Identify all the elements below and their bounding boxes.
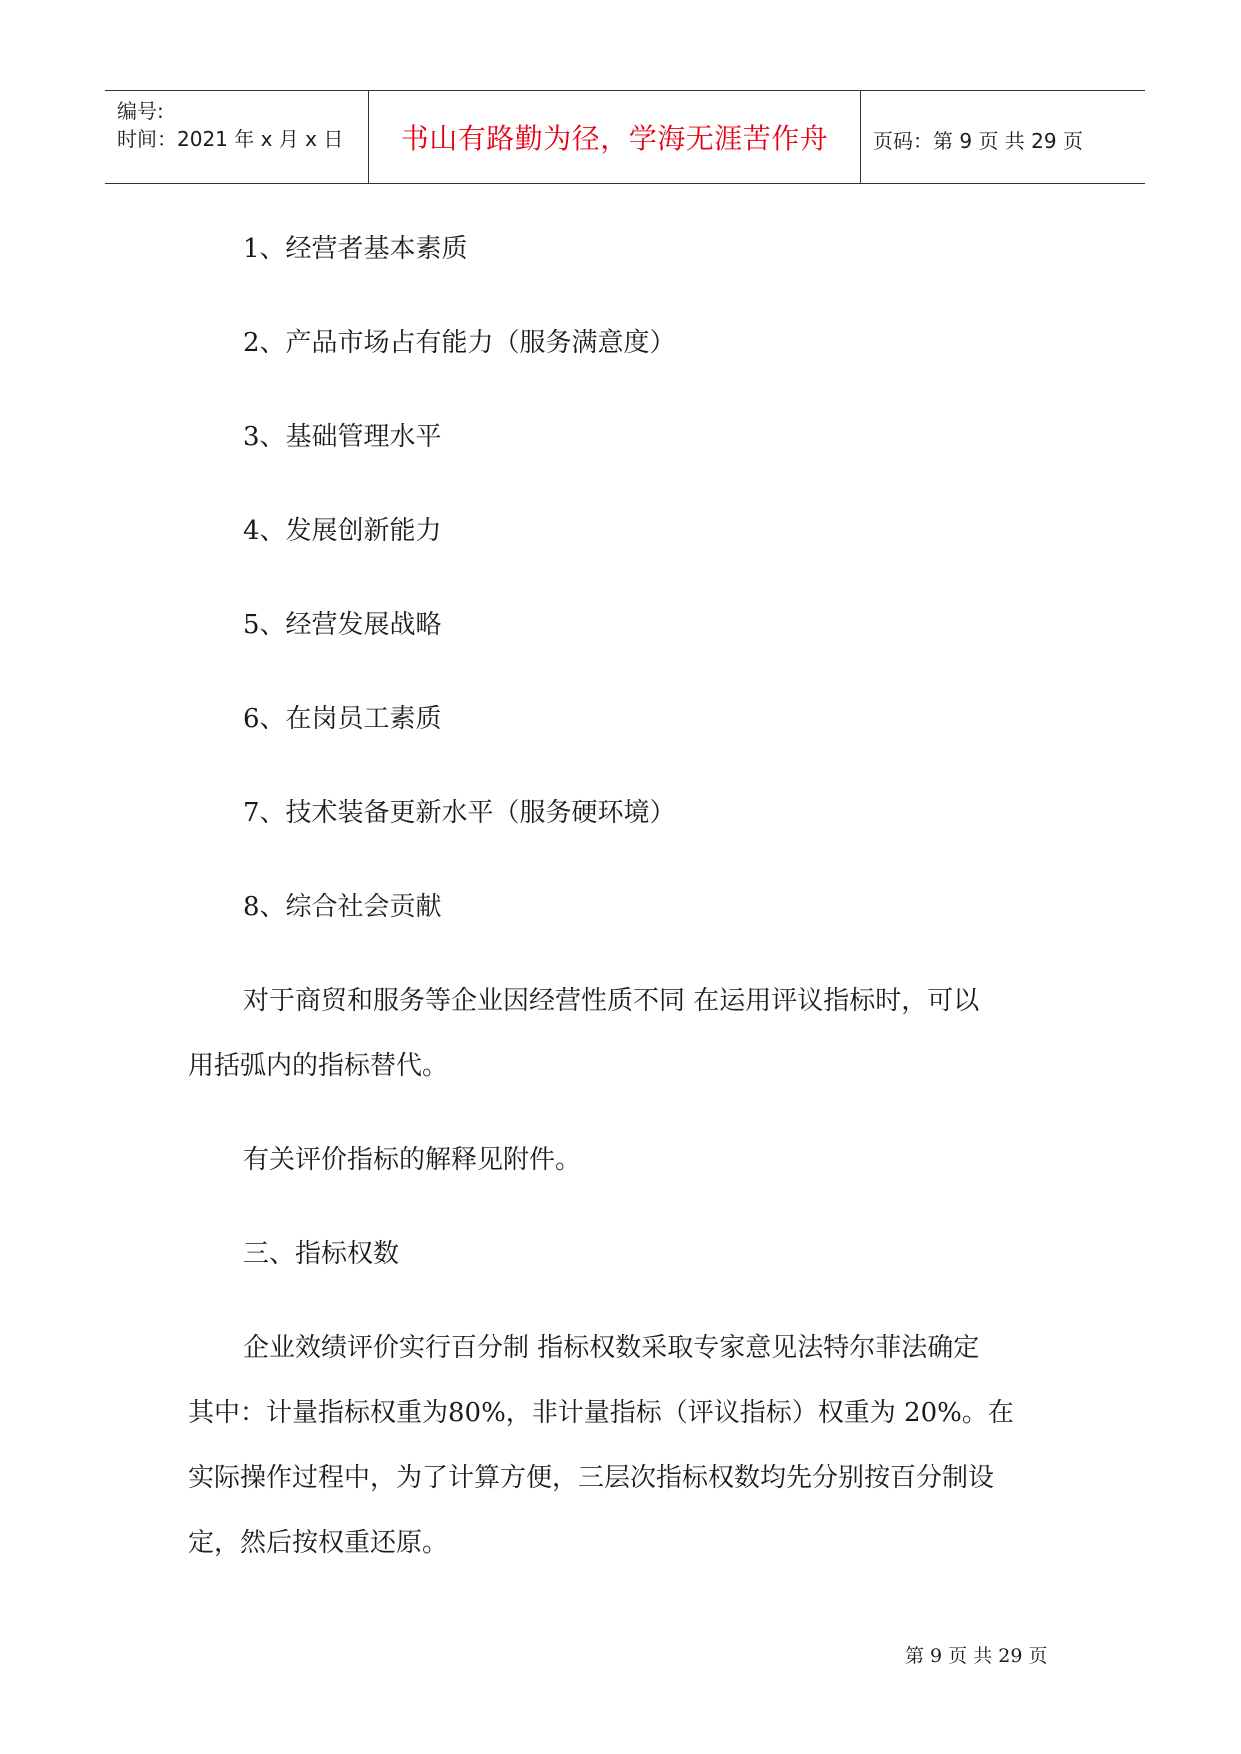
footer-page-number: 第 9 页 共 29 页 [905, 1645, 1048, 1667]
paragraph-line: 实际操作过程中，为了计算方便，三层次指标权数均先分别按百分制设 [188, 1463, 995, 1493]
list-item: 3、基础管理水平 [243, 422, 442, 452]
time-label: 时间：2021 年 x 月 x 日 [117, 127, 344, 151]
paragraph-line: 企业效绩评价实行百分制 指标权数采取专家意见法特尔菲法确定 [243, 1333, 980, 1363]
section-heading: 三、指标权数 [243, 1239, 400, 1269]
paragraph-line: 其中：计量指标权重为80%，非计量指标（评议指标）权重为 20%。在 [188, 1398, 1014, 1428]
list-item: 2、产品市场占有能力（服务满意度） [243, 328, 676, 358]
header-page-number: 页码：第 9 页 共 29 页 [873, 129, 1083, 153]
header-motto-cell [369, 91, 861, 183]
page-header [105, 90, 1145, 184]
list-item: 6、在岗员工素质 [243, 704, 442, 734]
list-item: 7、技术装备更新水平（服务硬环境） [243, 798, 676, 828]
serial-label: 编号: [117, 99, 164, 123]
paragraph-line: 有关评价指标的解释见附件。 [243, 1145, 582, 1175]
list-item: 1、经营者基本素质 [243, 234, 468, 264]
list-item: 8、综合社会贡献 [243, 892, 442, 922]
paragraph-line: 定，然后按权重还原。 [188, 1528, 449, 1558]
paragraph-line: 对于商贸和服务等企业因经营性质不同 在运用评议指标时，可以 [243, 986, 980, 1016]
header-page-cell [861, 91, 1145, 183]
list-item: 4、发展创新能力 [243, 516, 442, 546]
header-info-cell [105, 91, 369, 183]
list-item: 5、经营发展战略 [243, 610, 442, 640]
paragraph-line: 用括弧内的指标替代。 [188, 1051, 449, 1081]
motto: 书山有路勤为径，学海无涯苦作舟 [400, 122, 829, 155]
